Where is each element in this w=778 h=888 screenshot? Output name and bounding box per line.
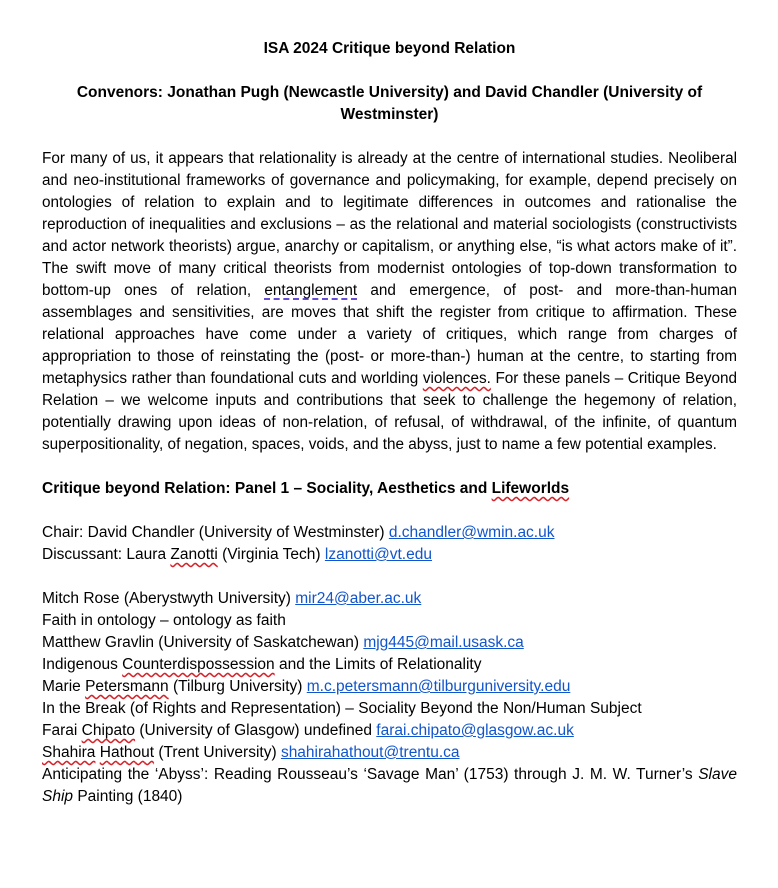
presenters-block — [42, 588, 737, 808]
paper-1-title: Faith in ontology – ontology as faith — [42, 612, 286, 629]
paper-2-title — [42, 654, 737, 676]
spelling-flagged-word[interactable]: Zanotti — [170, 546, 218, 563]
paper-text: Painting (1840) — [73, 788, 183, 805]
spelling-flagged-word[interactable]: Counterdispossession — [122, 656, 275, 673]
chair-discussant-block — [42, 522, 737, 566]
presenter-3-line — [42, 676, 737, 698]
spelling-flagged-word[interactable]: Hathout — [99, 744, 155, 761]
paper-italic-title: Slave Ship — [42, 766, 737, 805]
chair-line — [42, 522, 737, 544]
spelling-flagged-word[interactable]: Petersmann — [85, 678, 169, 695]
chair-label: Chair: David Chandler (University of Westminster) — [42, 524, 389, 541]
presenter-affiliation: (Trent University) — [154, 744, 281, 761]
abstract-paragraph — [42, 148, 737, 456]
convenors-line: Convenors: Jonathan Pugh (Newcastle University) and David Chandler (University of Westminster) — [76, 84, 703, 123]
paper-text: Anticipating the ‘Abyss’: Reading Rousseau’s ‘Savage Man’ (1753) through J. M. W. Turner’s — [42, 766, 699, 783]
presenter-name: Marie — [42, 678, 86, 695]
panel-title-text: Critique beyond Relation: Panel 1 – Sociality, Aesthetics and — [42, 480, 492, 497]
presenter-5-email-link[interactable]: shahirahathout@trentu.ca — [280, 744, 460, 761]
discussant-affiliation: (Virginia Tech) — [217, 546, 325, 563]
presenter-name: Matthew Gravlin (University of Saskatchewan) — [42, 634, 364, 651]
discussant-label: Discussant: Laura — [42, 546, 171, 563]
abstract-text-3: For these panels – Critique Beyond Relation – we welcome inputs and contributions that seek to challenge the hegemony of relation, potentially drawing upon ideas of non-relation, of refusal, of withdrawal, of the infinite, of quantum superpositionality, of negation, spaces, voids, and the abyss, just to name a few potential examples. — [42, 370, 737, 453]
presenter-4-email-link[interactable]: farai.chipato@glasgow.ac.uk — [376, 722, 574, 739]
presenter-name: Farai — [42, 722, 82, 739]
grammar-flagged-word[interactable]: entanglement — [264, 282, 358, 299]
presenter-affiliation: (Tilburg University) — [168, 678, 307, 695]
discussant-email-link[interactable]: lzanotti@vt.edu — [324, 546, 432, 563]
panel-title — [42, 478, 737, 500]
abstract-text-1: For many of us, it appears that relationality is already at the centre of international studies. Neoliberal and neo-institutional frameworks of governance and policymaking, for example, depend precisely on ontologies of relation to explain and to legitimate differences in outcomes and rationalise the reproduction of inequalities and exclusions – as the relational and material sociologists (constructivists and actor network theorists) argue, anarchy or capitalism, or anything else, “is what actors make of it”. The swift move of many critical theorists from modernist ontologies of top-down transformation to bottom-up ones of relation, — [42, 150, 737, 299]
abstract-text-2: and emergence, of post- and more-than-human assemblages and sensitivities, are moves that shift the register from critique to affirmation. These relational approaches have come under a variety of critiques, which range from charges of appropriation to those of reinstating the (post- or more-than-) human at the centre, to starting from metaphysics rather than foundational cuts and worlding — [42, 282, 737, 387]
discussant-line — [42, 544, 737, 566]
presenter-3-email-link[interactable]: m.c.petersmann@tilburguniversity.edu — [306, 678, 571, 695]
presenter-2-line — [42, 632, 737, 654]
document-title: ISA 2024 Critique beyond Relation — [263, 40, 516, 57]
presenter-1-email-link[interactable]: mir24@aber.ac.uk — [295, 590, 422, 607]
presenter-2-email-link[interactable]: mjg445@mail.usask.ca — [363, 634, 524, 651]
presenter-name: Mitch Rose (Aberystwyth University) — [42, 590, 296, 607]
presenter-4-line — [42, 720, 737, 742]
spelling-flagged-word[interactable]: Lifeworlds — [491, 480, 570, 497]
spelling-flagged-word[interactable]: Shahira — [42, 744, 96, 761]
paper-5-title — [42, 764, 737, 808]
spelling-flagged-word[interactable]: Chipato — [81, 722, 136, 739]
chair-email-link[interactable]: d.chandler@wmin.ac.uk — [388, 524, 555, 541]
spelling-flagged-word[interactable]: violences. — [422, 370, 491, 387]
paper-3-title: In the Break (of Rights and Representation) – Sociality Beyond the Non/Human Subject — [42, 700, 642, 717]
paper-text: Indigenous — [42, 656, 123, 673]
presenter-5-line — [42, 742, 737, 764]
presenter-1-line — [42, 588, 737, 610]
presenter-affiliation: (University of Glasgow) undefined — [135, 722, 377, 739]
paper-text: and the Limits of Relationality — [274, 656, 482, 673]
